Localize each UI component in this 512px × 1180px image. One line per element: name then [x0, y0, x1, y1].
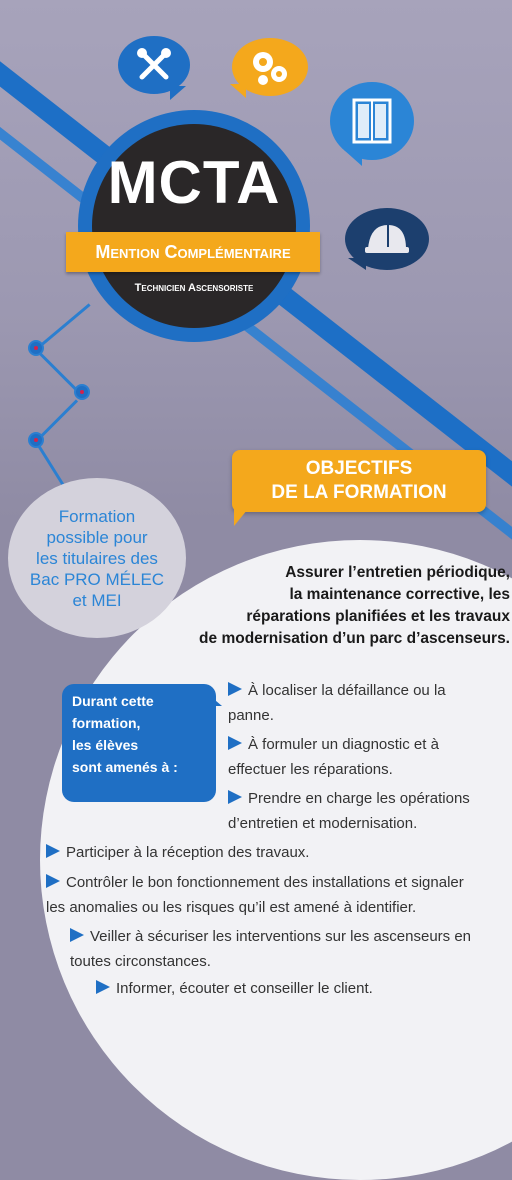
- item-text: Contrôler le bon fonctionnement des installations et signaler: [66, 874, 464, 891]
- arrow-icon: [46, 874, 60, 888]
- chain-node: [28, 432, 44, 448]
- list-item: [70, 924, 510, 974]
- chain-node: [28, 340, 44, 356]
- formation-line: Bac PRO MÉLEC: [29, 569, 165, 589]
- item-text: les anomalies ou les risques qu’il est amené à identifier.: [46, 899, 417, 916]
- arrow-icon: [46, 844, 60, 858]
- objectifs-tail: [234, 504, 252, 526]
- item-text: Prendre en charge les opérations: [248, 790, 470, 807]
- item-text: À formuler un diagnostic et à: [248, 736, 439, 753]
- elevator-bubble-tail: [344, 150, 362, 166]
- arrow-icon: [228, 736, 242, 750]
- item-text: Informer, écouter et conseiller le client.: [116, 980, 373, 997]
- tools-icon: [134, 45, 174, 85]
- formation-line: et MEI: [72, 590, 122, 610]
- durant-tail: [196, 684, 222, 706]
- list-item: [96, 976, 496, 1001]
- formation-line: Formation: [58, 506, 136, 526]
- objectifs-line: DE LA FORMATION: [271, 482, 447, 503]
- arrow-icon: [96, 980, 110, 994]
- helmet-icon: [362, 219, 412, 259]
- item-text: À localiser la défaillance ou la: [248, 682, 446, 699]
- item-text: d’entretien et modernisation.: [228, 815, 418, 832]
- durant-box: [62, 684, 216, 802]
- objective-statement: [150, 562, 510, 650]
- arrow-icon: [228, 790, 242, 804]
- item-text: effectuer les réparations.: [228, 761, 393, 778]
- logo-band: Mention Complémentaire: [66, 232, 320, 272]
- durant-line: sont amenés à :: [72, 759, 178, 775]
- objective-line: de modernisation d’un parc d’ascenseurs.: [199, 630, 510, 647]
- durant-line: les élèves: [72, 737, 139, 753]
- durant-line: Durant cette: [72, 693, 154, 709]
- formation-line: les titulaires des: [36, 548, 158, 568]
- logo-subtitle: Technicien Ascensoriste: [134, 282, 254, 294]
- objective-line: Assurer l’entretien périodique,: [285, 564, 510, 581]
- helmet-bubble-tail: [348, 258, 366, 270]
- item-text: Veiller à sécuriser les interventions sur les ascenseurs en: [90, 928, 472, 945]
- list-item: [46, 870, 508, 920]
- elevator-bubble: [330, 82, 414, 160]
- gears-icon: [247, 47, 293, 87]
- objectifs-line: OBJECTIFS: [305, 458, 413, 479]
- item-text: panne.: [228, 707, 274, 724]
- list-item: [228, 786, 508, 836]
- formation-line: possible pour: [46, 527, 148, 547]
- list-item: [228, 678, 508, 728]
- chain-node: [74, 384, 90, 400]
- tools-bubble-tail: [170, 86, 186, 100]
- elevator-icon: [350, 96, 394, 146]
- logo-title: MCTA: [107, 149, 281, 216]
- durant-line: formation,: [72, 715, 141, 731]
- arrow-icon: [70, 928, 84, 942]
- gears-bubble-tail: [230, 84, 246, 98]
- objectifs-heading: [232, 450, 486, 512]
- objective-line: la maintenance corrective, les: [289, 586, 510, 603]
- arrow-icon: [228, 682, 242, 696]
- objective-line: réparations planifiées et les travaux: [246, 608, 510, 625]
- item-text: Participer à la réception des travaux.: [66, 844, 310, 861]
- list-item: [228, 732, 508, 782]
- list-item: [46, 840, 506, 865]
- item-text: toutes circonstances.: [70, 953, 211, 970]
